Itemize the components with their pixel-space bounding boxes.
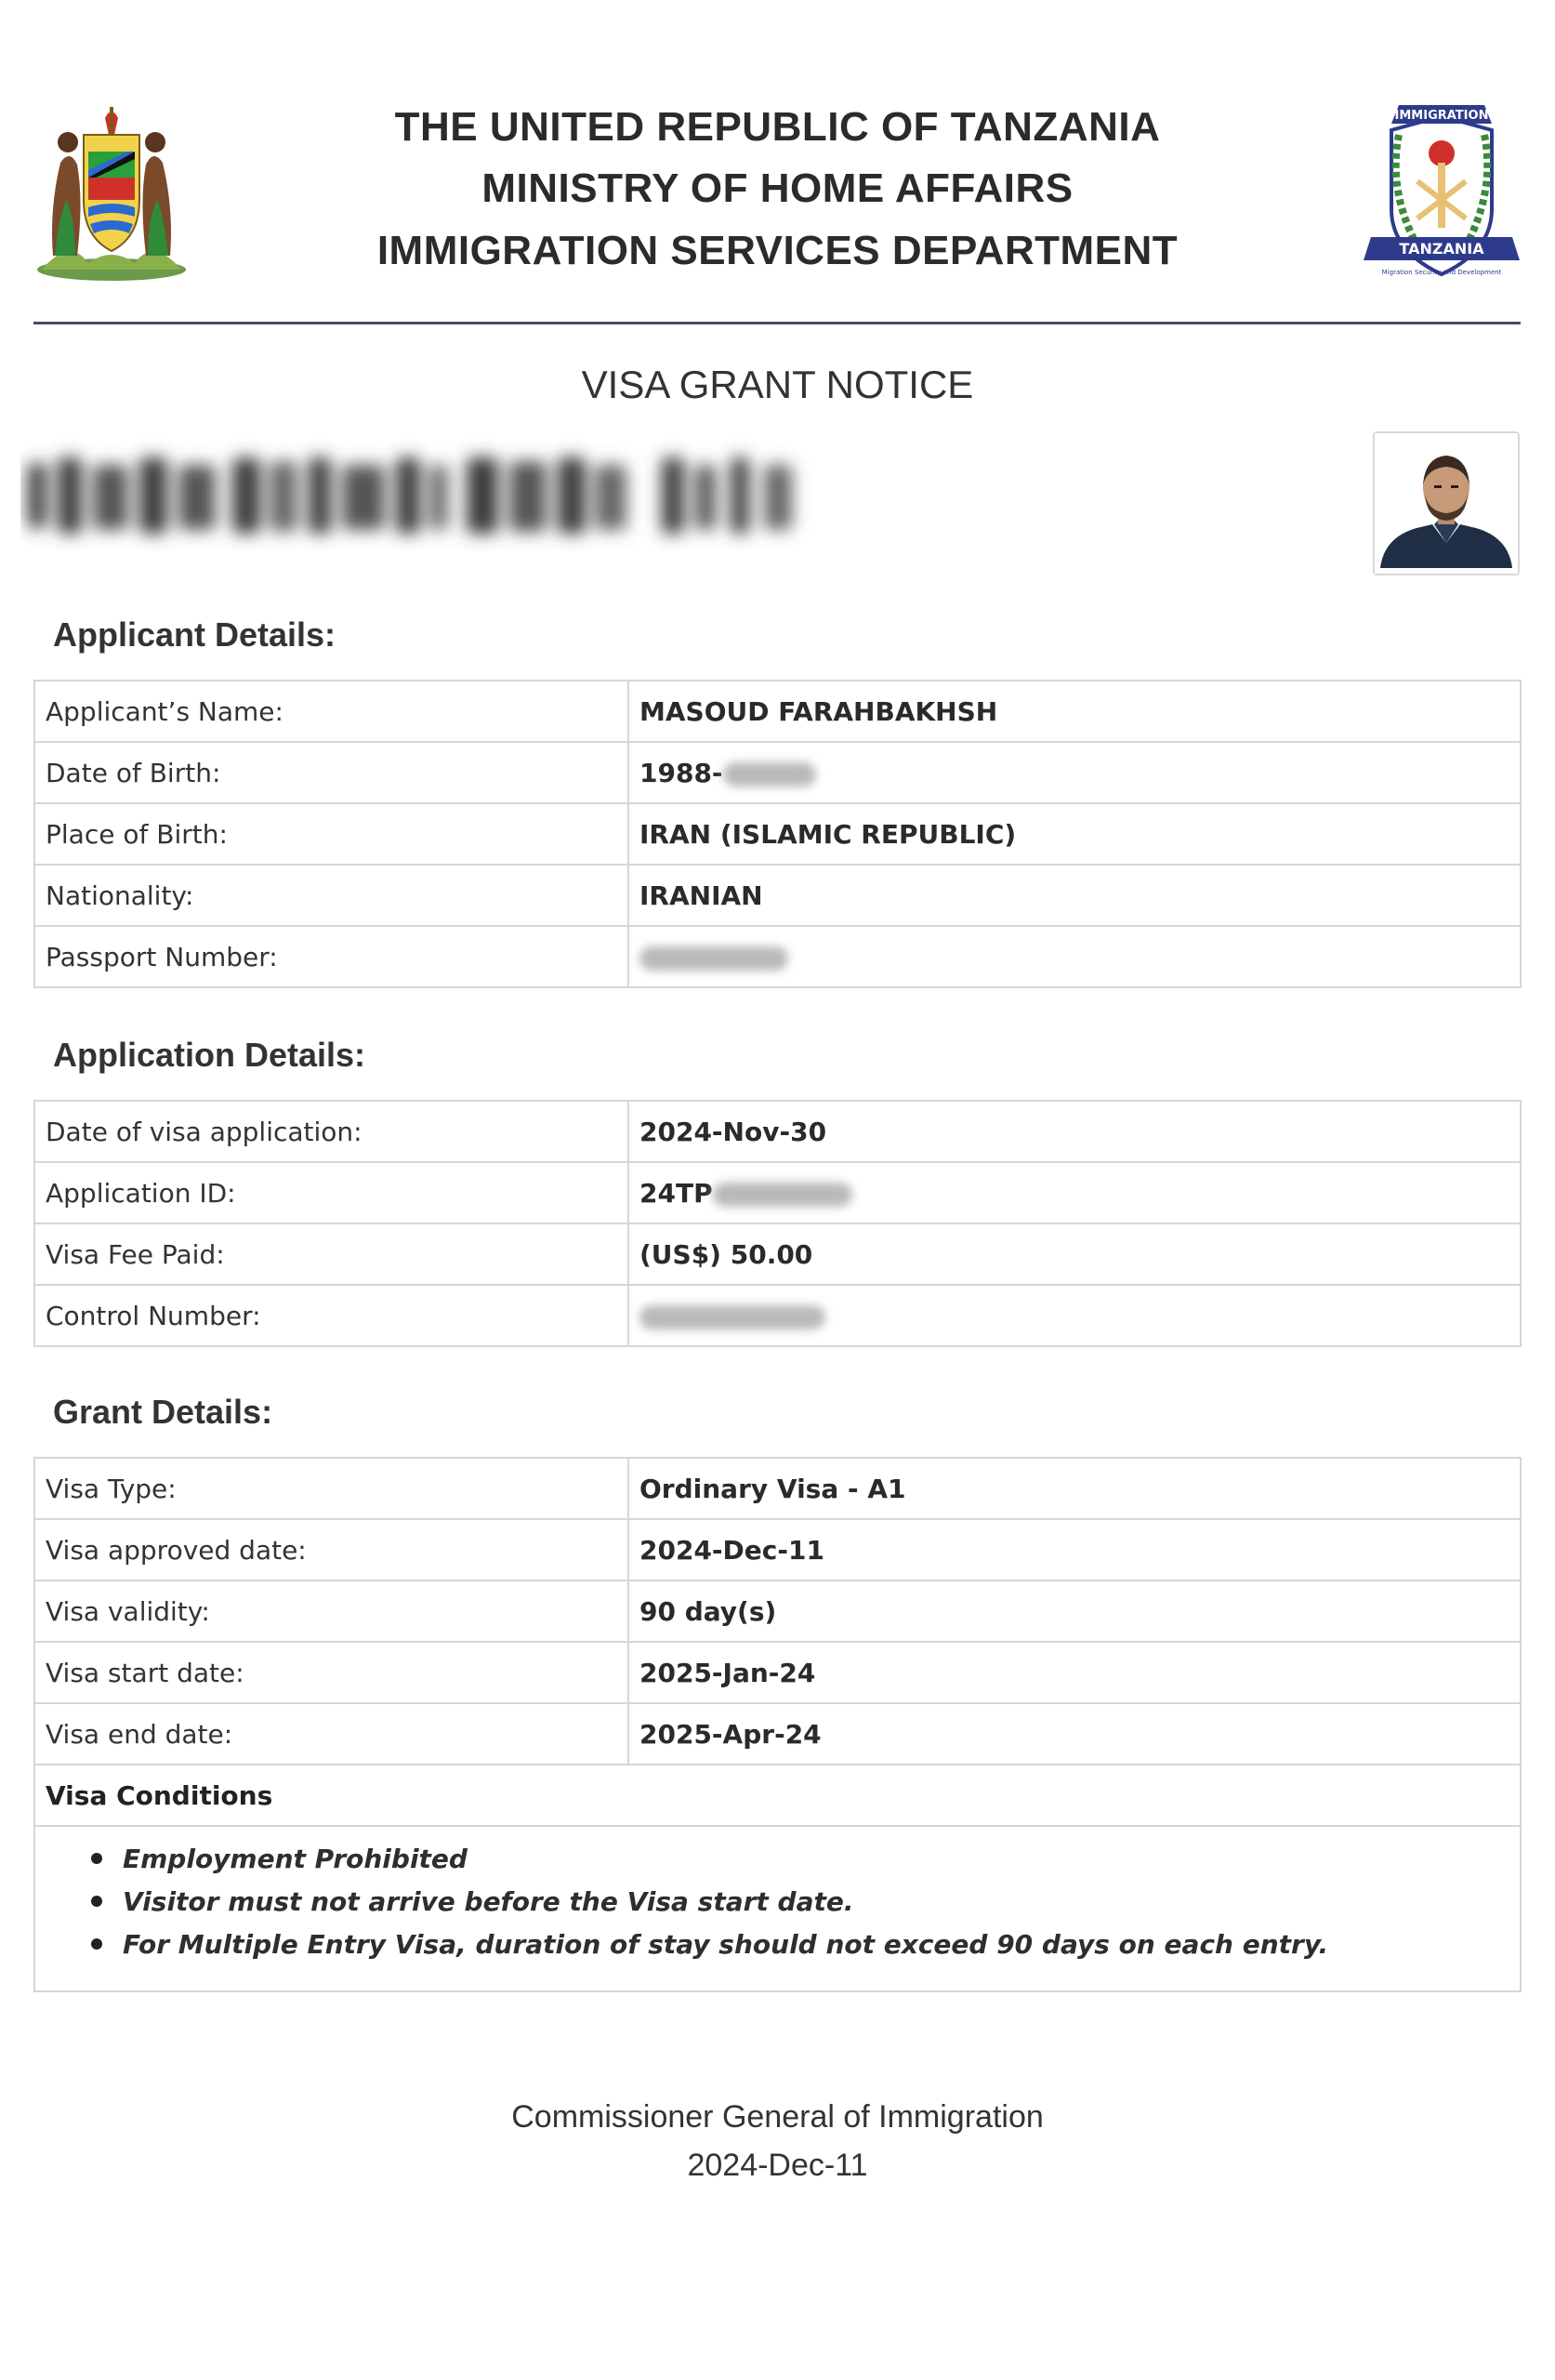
visa-application-date-value: 2024-Nov-30 (628, 1101, 1521, 1162)
application-details-heading: Application Details: (53, 1036, 366, 1074)
visa-end-date-value: 2025-Apr-24 (628, 1703, 1521, 1765)
table-row (34, 1458, 1521, 1519)
application-id-cell (628, 1162, 1521, 1223)
country-heading: THE UNITED REPUBLIC OF TANZANIA (394, 104, 1161, 150)
badge-motto-text: Migration Security and Development (1381, 269, 1502, 276)
application-id-label: Application ID: (34, 1162, 628, 1223)
visa-approved-date-value: 2024-Dec-11 (628, 1519, 1521, 1580)
visa-validity-value: 90 day(s) (628, 1580, 1521, 1642)
visa-start-date-value: 2025-Jan-24 (628, 1642, 1521, 1703)
table-row (34, 1703, 1521, 1765)
grant-details-heading: Grant Details: (53, 1393, 273, 1431)
visa-conditions-heading: Visa Conditions (34, 1765, 1521, 1826)
nationality-label: Nationality: (34, 865, 628, 926)
table-row (34, 1826, 1521, 1991)
applicant-name-label: Applicant’s Name: (34, 681, 628, 742)
grant-details-table (33, 1457, 1522, 1992)
table-row (34, 1101, 1521, 1162)
redacted-date-of-birth (723, 762, 816, 787)
visa-conditions-list (35, 1827, 1520, 1990)
visa-application-date-label: Date of visa application: (34, 1101, 628, 1162)
department-heading: IMMIGRATION SERVICES DEPARTMENT (376, 228, 1179, 273)
visa-conditions-cell (34, 1826, 1521, 1991)
application-details-table (33, 1100, 1522, 1347)
table-row (34, 1765, 1521, 1826)
passport-number-label: Passport Number: (34, 926, 628, 987)
table-row (34, 742, 1521, 803)
table-row (34, 1223, 1521, 1285)
header-divider (33, 322, 1521, 324)
table-row (34, 865, 1521, 926)
visa-fee-label: Visa Fee Paid: (34, 1223, 628, 1285)
table-row (34, 926, 1521, 987)
applicant-photo (1373, 431, 1520, 575)
list-item: Employment Prohibited (123, 1838, 1520, 1881)
table-row (34, 1642, 1521, 1703)
redacted-passport-number (639, 946, 788, 971)
applicant-name-value: MASOUD FARAHBAKHSH (628, 681, 1521, 742)
visa-end-date-label: Visa end date: (34, 1703, 628, 1765)
table-row (34, 681, 1521, 742)
list-item: Visitor must not arrive before the Visa start date. (123, 1881, 1520, 1924)
table-row (34, 1519, 1521, 1580)
visa-start-date-label: Visa start date: (34, 1642, 628, 1703)
control-number-label: Control Number: (34, 1285, 628, 1346)
visa-type-label: Visa Type: (34, 1458, 628, 1519)
applicant-details-heading: Applicant Details: (53, 615, 336, 654)
badge-top-text: IMMIGRATION (1394, 109, 1489, 123)
table-row (34, 1580, 1521, 1642)
applicant-details-table (33, 680, 1522, 988)
redacted-blurred-text (20, 437, 820, 553)
visa-validity-label: Visa validity: (34, 1580, 628, 1642)
table-row (34, 1285, 1521, 1346)
date-of-birth-value: 1988- (639, 757, 723, 788)
badge-bottom-text: TANZANIA (1399, 240, 1484, 258)
visa-type-value: Ordinary Visa - A1 (628, 1458, 1521, 1519)
table-row (34, 803, 1521, 865)
immigration-badge-logo (1362, 98, 1522, 284)
redacted-application-id (713, 1183, 852, 1207)
signature-date: 2024-Dec-11 (687, 2148, 868, 2183)
coat-of-arms-emblem (33, 98, 191, 284)
date-of-birth-label: Date of Birth: (34, 742, 628, 803)
date-of-birth-cell (628, 742, 1521, 803)
passport-number-cell (628, 926, 1521, 987)
redacted-control-number (639, 1305, 825, 1329)
visa-fee-value: (US$) 50.00 (628, 1223, 1521, 1285)
place-of-birth-value: IRAN (ISLAMIC REPUBLIC) (628, 803, 1521, 865)
signatory-title: Commissioner General of Immigration (511, 2099, 1044, 2135)
notice-title: VISA GRANT NOTICE (581, 363, 974, 406)
ministry-heading: MINISTRY OF HOME AFFAIRS (481, 165, 1074, 211)
place-of-birth-label: Place of Birth: (34, 803, 628, 865)
nationality-value: IRANIAN (628, 865, 1521, 926)
table-row (34, 1162, 1521, 1223)
visa-approved-date-label: Visa approved date: (34, 1519, 628, 1580)
control-number-cell (628, 1285, 1521, 1346)
application-id-value: 24TP (639, 1177, 713, 1209)
list-item: For Multiple Entry Visa, duration of stay should not exceed 90 days on each entry. (123, 1924, 1520, 1966)
